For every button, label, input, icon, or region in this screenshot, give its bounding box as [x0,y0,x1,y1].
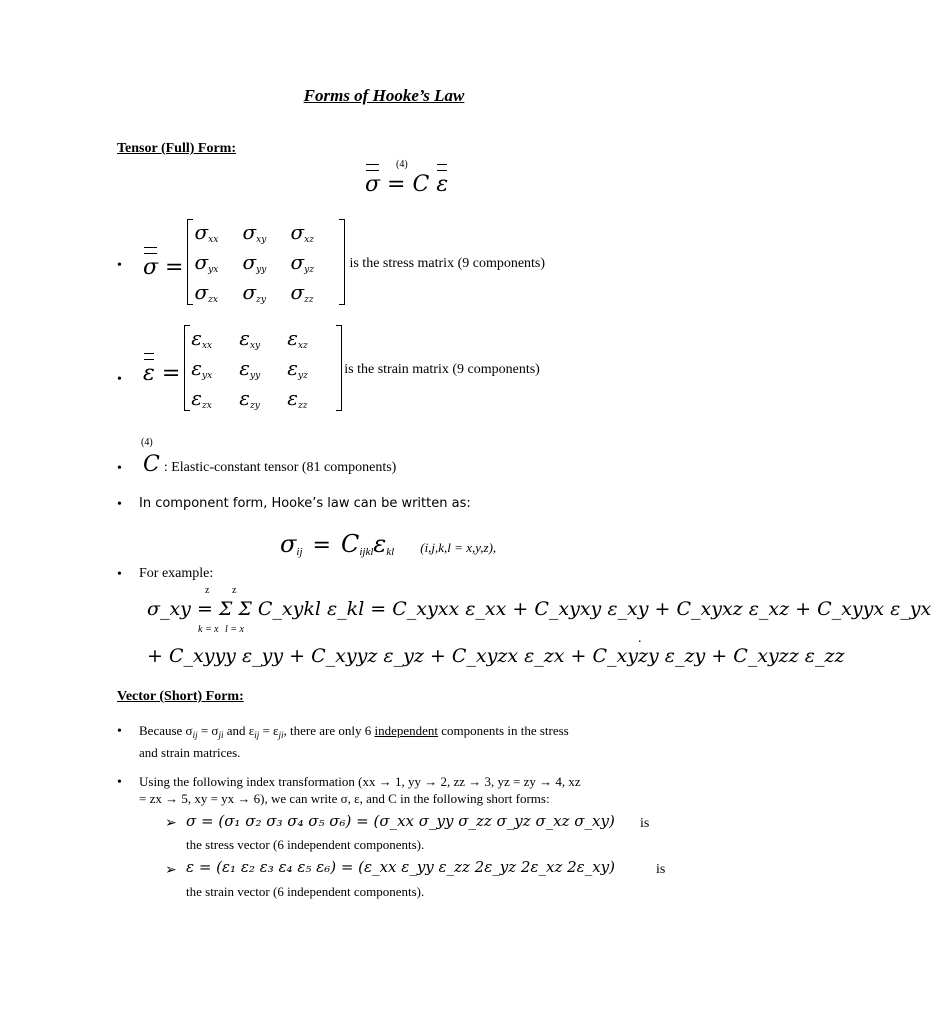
sum-lower-1: k = x [198,624,219,635]
matrix-cell: $\sigma_{zy}$ [242,280,266,305]
c-symbol: C [412,172,430,197]
order-label: (4) [396,159,408,170]
component-intro: In component form, Hooke’s law can be written as: [139,496,471,511]
example-intro: For example: [139,566,214,581]
matrix-cell: $\varepsilon_{yx}$ [191,356,213,381]
matrix-cell: $\varepsilon_{xz}$ [287,326,308,351]
strain-lhs: ε [143,360,155,386]
vector-heading: Vector (Short) Form: [117,689,244,704]
stress-matrix [187,219,345,305]
bullet-icon: • [117,567,122,582]
matrix-cell: $\varepsilon_{yy}$ [239,356,261,381]
strain-vector-equation: ε = (ε₁ ε₂ ε₃ ε₄ ε₅ ε₆) = (ε_xx ε_yy ε_zz 2ε_yz 2ε_xz 2ε_xy) [186,858,615,876]
stress-vector-caption: the stress vector (6 independent components). [186,837,425,852]
using-paragraph: Using the following index transformation (xx → 1, yy → 2, zz → 3, yz = zy → 4, xz = zx → 5, xy = yx → 6), we can write σ, ε, and C in the following short forms: [139,774,581,806]
strain-vector-caption: the strain vector (6 independent components). [186,884,425,899]
epsilon-symbol: ε [436,172,449,197]
matrix-cell: $\varepsilon_{xx}$ [191,326,213,351]
matrix-cell: $\sigma_{xy}$ [242,220,267,245]
example-period: . [638,631,642,646]
sum-lower-2: l = x [225,624,244,635]
stress-matrix-block: σ = $\sigma_{xx}$ $\sigma_{xy}$ $\sigma_{xz}$ $\sigma_{yx}$ $\sigma_{yy}$ $\sigma_{yz}$ $\sigma_{zx}$ $\sigma_{zy}$ $\sigma_{zz}$ is the stress matrix (9 components) [143,220,546,305]
stress-vector-equation: σ = (σ₁ σ₂ σ₃ σ₄ σ₅ σ₆) = (σ_xx σ_yy σ_zz σ_yz σ_xz σ_xy) [186,812,615,830]
stress-lhs: σ [143,254,159,280]
matrix-cell: $\varepsilon_{xy}$ [239,326,261,351]
bullet-icon: • [117,372,122,387]
stress-vector-is: is [640,816,650,831]
matrix-cell: $\sigma_{zx}$ [194,280,218,305]
equals-sign: = [387,172,406,197]
strain-matrix [184,325,342,411]
index-range: (i,j,k,l = x,y,z), [420,540,497,555]
page-title: Forms of Hooke’s Law [303,86,465,105]
strain-matrix-block: ε = $\varepsilon_{xx}$ $\varepsilon_{xy}$ $\varepsilon_{xz}$ $\varepsilon_{yx}$ $\varepsilon_{yy}$ $\varepsilon_{yz}$ $\varepsilon_{zx}$ $\varepsilon_{zy}$ $\varepsilon_{zz}$ is the strain matrix (9 components) [143,326,540,411]
sum-upper-1: z [205,585,210,596]
tensor-heading: Tensor (Full) Form: [117,141,236,156]
bullet-icon: • [117,497,122,512]
example-equation-line-2: + C_xyyy ε_yy + C_xyyz ε_yz + C_xyzx ε_zx + C_xyzy ε_zy + C_xyzz ε_zz [147,645,845,667]
strain-matrix-caption: is the strain matrix (9 components) [344,361,540,377]
matrix-cell: $\sigma_{yy}$ [242,250,267,275]
bullet-icon: • [117,258,122,273]
matrix-cell: $\sigma_{xx}$ [194,220,219,245]
matrix-cell: $\sigma_{yz}$ [290,250,314,275]
elastic-caption: : Elastic-constant tensor (81 components) [163,460,397,475]
matrix-cell: $\sigma_{xz}$ [290,220,314,245]
bullet-icon: • [117,461,122,476]
matrix-cell: $\sigma_{yx}$ [194,250,219,275]
c-tensor-symbol: C [143,452,160,477]
matrix-cell: $\varepsilon_{zx}$ [191,386,212,411]
example-equation-line-1: σ_xy = Σ Σ C_xykl ε_kl = C_xyxx ε_xx + C_xyxy ε_xy + C_xyxz ε_xz + C_xyyx ε_yx [147,598,931,620]
stress-matrix-caption: is the stress matrix (9 components) [349,255,546,271]
arrow-bullet-icon: ➢ [165,863,177,878]
bullet-icon: • [117,724,122,739]
sigma-symbol: σ [365,172,381,197]
strain-vector-is: is [656,862,666,877]
matrix-cell: $\varepsilon_{yz}$ [287,356,308,381]
bullet-icon: • [117,775,122,790]
sum-upper-2: z [232,585,237,596]
order-label: (4) [141,437,153,448]
because-paragraph: Because $\sigma_{ij} = \sigma_{ji}$ and $\varepsilon_{ij} = \varepsilon_{ji}$, there are only 6 independent components in the stress and strain matrices. [139,723,569,760]
arrow-bullet-icon: ➢ [165,816,177,831]
component-equation: $\sigma_{ij} = C_{ijkl}\varepsilon_{kl}$ (i,j,k,l = x,y,z), [280,530,497,558]
matrix-cell: $\sigma_{zz}$ [290,280,314,305]
elastic-line [143,452,396,477]
matrix-cell: $\varepsilon_{zz}$ [287,386,308,411]
matrix-cell: $\varepsilon_{zy}$ [239,386,260,411]
